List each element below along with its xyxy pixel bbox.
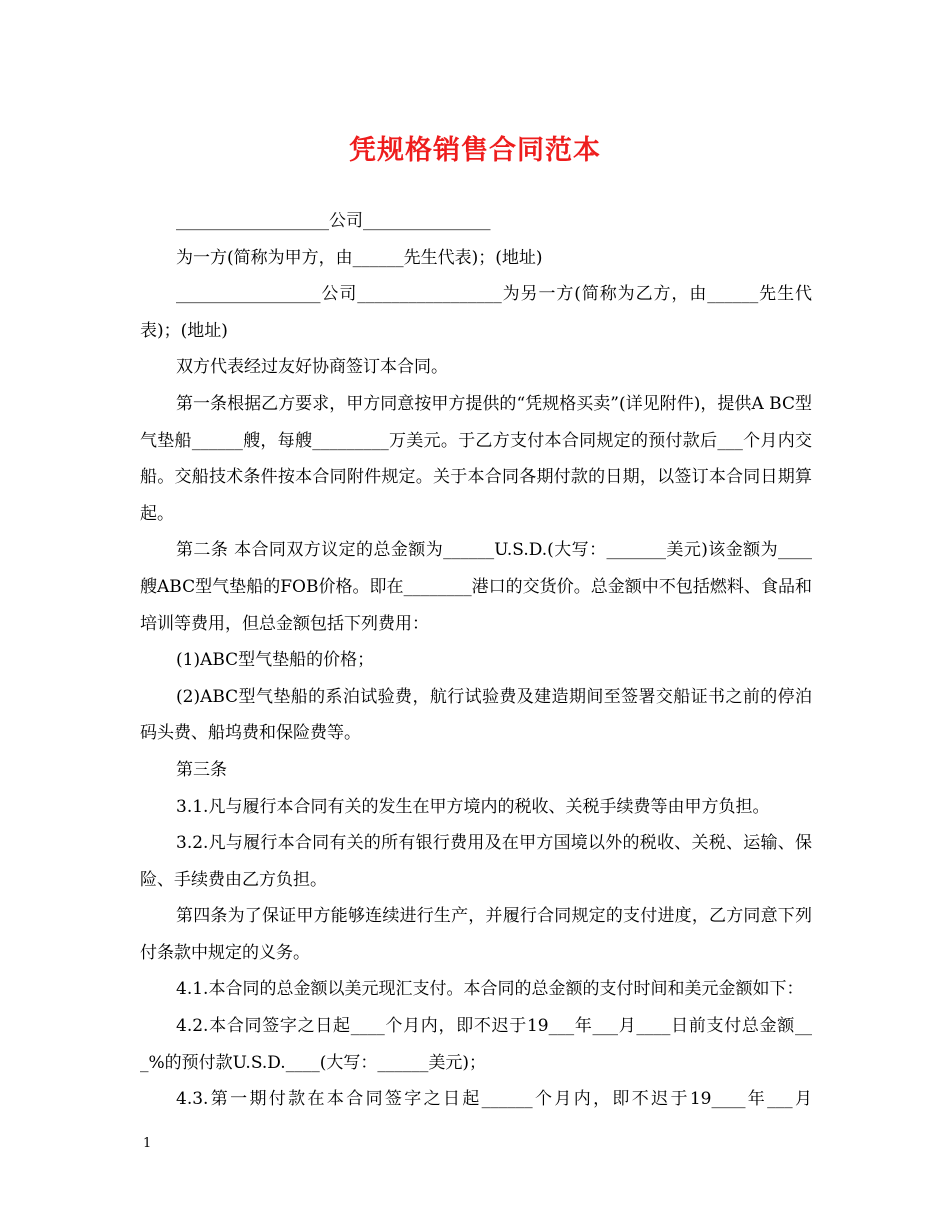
paragraph-article-4: 第四条为了保证甲方能够连续进行生产，并履行合同规定的支付进度，乙方同意下列付条款中规定的义务。 <box>140 906 812 963</box>
paragraph-company-a-blank: __________________公司_______________ <box>176 211 491 231</box>
paragraph-party-a: 为一方(简称为甲方，由______先生代表)；(地址) <box>176 247 543 268</box>
paragraph-party-b: _________________公司_________________为另一方(简称为乙方，由______先生代表)；(地址) <box>140 284 812 341</box>
paragraph-negotiation: 双方代表经过友好协商签订本合同。 <box>176 357 448 378</box>
contract-body <box>140 203 812 1118</box>
paragraph-article-4-2: 4.2.本合同签字之日起____个月内，即不迟于19___年___月____日前支付总金额___%的预付款U.S.D.____(大写：______美元)； <box>140 1016 812 1073</box>
document-title: 凭规格销售合同范本 <box>349 135 601 166</box>
paragraph-article-1: 第一条根据乙方要求，甲方同意按甲方提供的“凭规格买卖”(详见附件)，提供A BC型气垫船______艘，每艘_________万美元。于乙方支付本合同规定的预付款后___个月内交船。交船技术条件按本合同附件规定。关于本合同各期付款的日期，以签订本合同日期算起。 <box>140 393 812 524</box>
paragraph-article-2-item-1: (1)ABC型气垫船的价格； <box>176 650 375 671</box>
paragraph-article-2-item-2: (2)ABC型气垫船的系泊试验费，航行试验费及建造期间至签署交船证书之前的停泊码头费、船坞费和保险费等。 <box>140 686 812 744</box>
paragraph-article-3-heading: 第三条 <box>176 759 227 780</box>
paragraph-article-4-3: 4.3.第一期付款在本合同签字之日起______个月内，即不迟于19____年___月 <box>176 1089 812 1110</box>
paragraph-article-2: 第二条 本合同双方议定的总金额为______U.S.D.(大写：_______美元)该金额为____艘ABC型气垫船的FOB价格。即在________港口的交货价。总金额中不包括燃料、食品和培训等费用，但总金额包括下列费用： <box>140 540 812 634</box>
paragraph-article-3-1: 3.1.凡与履行本合同有关的发生在甲方境内的税收、关税手续费等由甲方负担。 <box>176 796 770 817</box>
paragraph-article-4-1: 4.1.本合同的总金额以美元现汇支付。本合同的总金额的支付时间和美元金额如下： <box>176 979 804 1000</box>
paragraph-article-3-2: 3.2.凡与履行本合同有关的所有银行费用及在甲方国境以外的税收、关税、运输、保险、手续费由乙方负担。 <box>140 833 812 890</box>
page-number: 1 <box>143 1136 152 1151</box>
